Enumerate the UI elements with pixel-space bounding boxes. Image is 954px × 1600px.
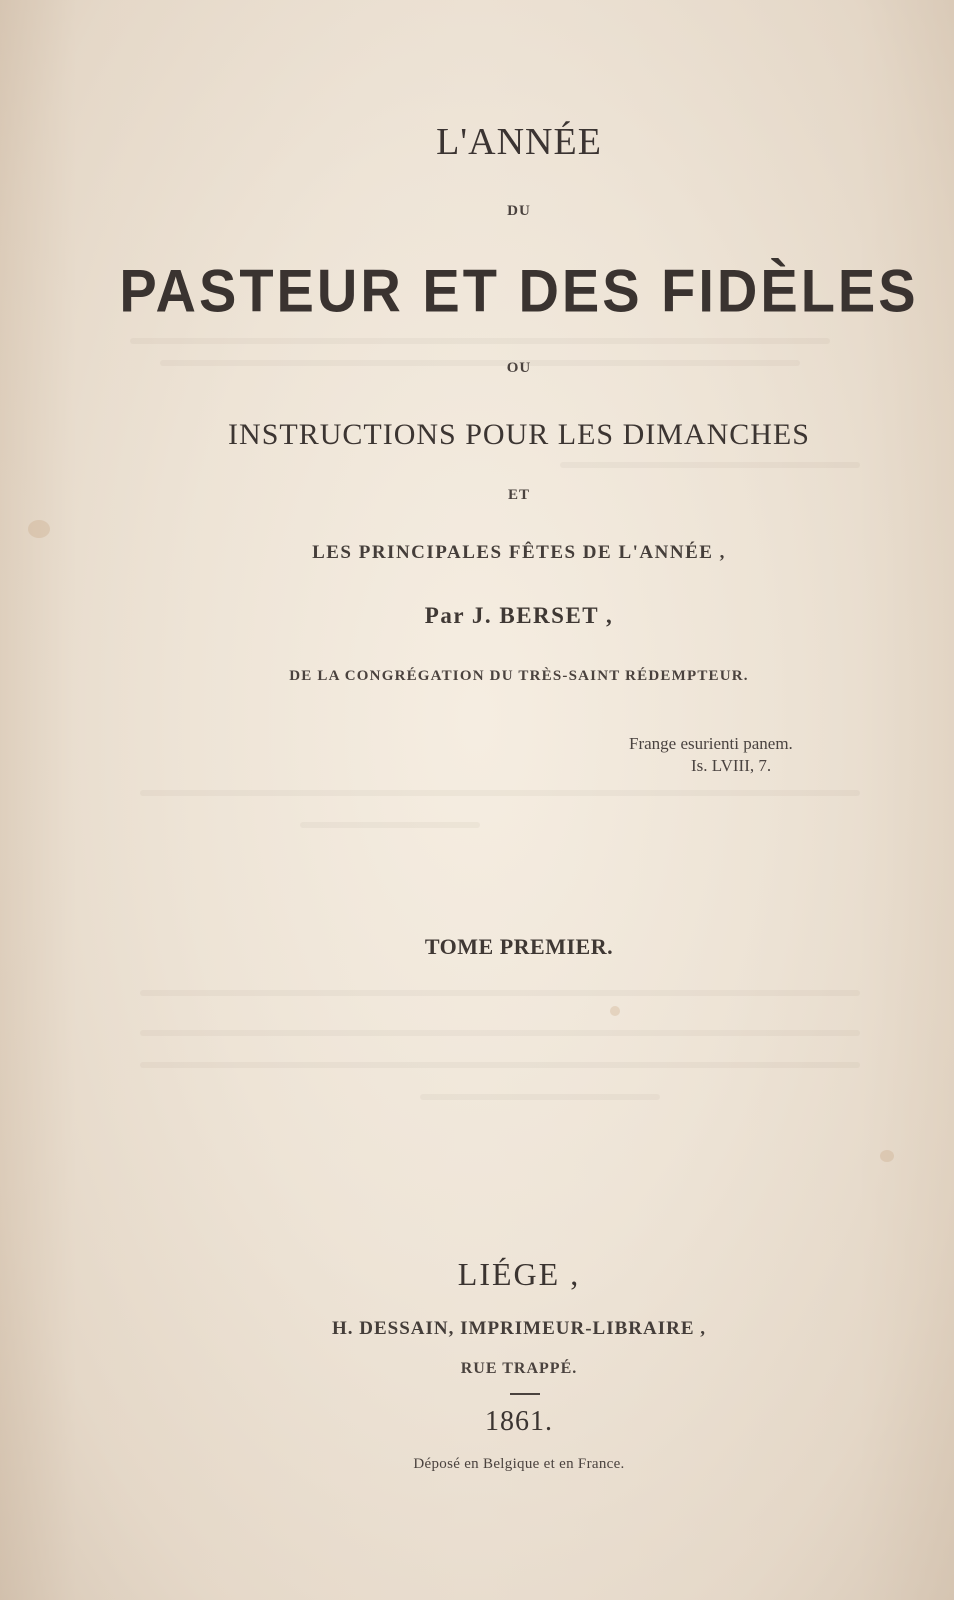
subtitle-fetes: LES PRINCIPALES FÊTES DE L'ANNÉE , [312,542,726,563]
epigraph-text: Frange esurienti panem. [629,734,793,753]
volume-label: TOME PREMIER. [424,934,614,959]
legal-deposit: Déposé en Belgique et en France. [413,1456,625,1472]
foxing-spot [880,1150,894,1162]
author-line: Par J. BERSET , [424,603,614,628]
imprint-street: RUE TRAPPÉ. [460,1360,578,1377]
conjunction-et: ET [507,487,530,503]
bleed-through-line [140,790,860,796]
conjunction-du: DU [507,203,531,219]
author-affiliation: DE LA CONGRÉGATION DU TRÈS-SAINT RÉDEMPTEUR. [289,668,749,684]
bleed-through-line [140,1062,860,1068]
bleed-through-line [130,338,830,344]
foxing-spot [610,1006,620,1016]
imprint-year: 1861. [485,1406,553,1437]
epigraph-reference: Is. LVIII, 7. [691,756,772,775]
divider-rule [510,1393,540,1395]
foxing-spot [28,520,50,538]
bleed-through-line [560,462,860,468]
imprint-printer: H. DESSAIN, IMPRIMEUR-LIBRAIRE , [331,1318,707,1339]
bleed-through-line [140,990,860,996]
epigraph [629,733,793,777]
title-line-annee: L'ANNÉE [436,121,602,163]
bleed-through-line [300,822,480,828]
imprint-city: LIÉGE , [457,1256,581,1292]
bleed-through-line [140,1030,860,1036]
conjunction-ou: OU [506,360,532,376]
subtitle-instructions: INSTRUCTIONS POUR LES DIMANCHES [228,418,810,451]
bleed-through-line [420,1094,660,1100]
main-title: PASTEUR ET DES FIDÈLES [119,256,919,325]
